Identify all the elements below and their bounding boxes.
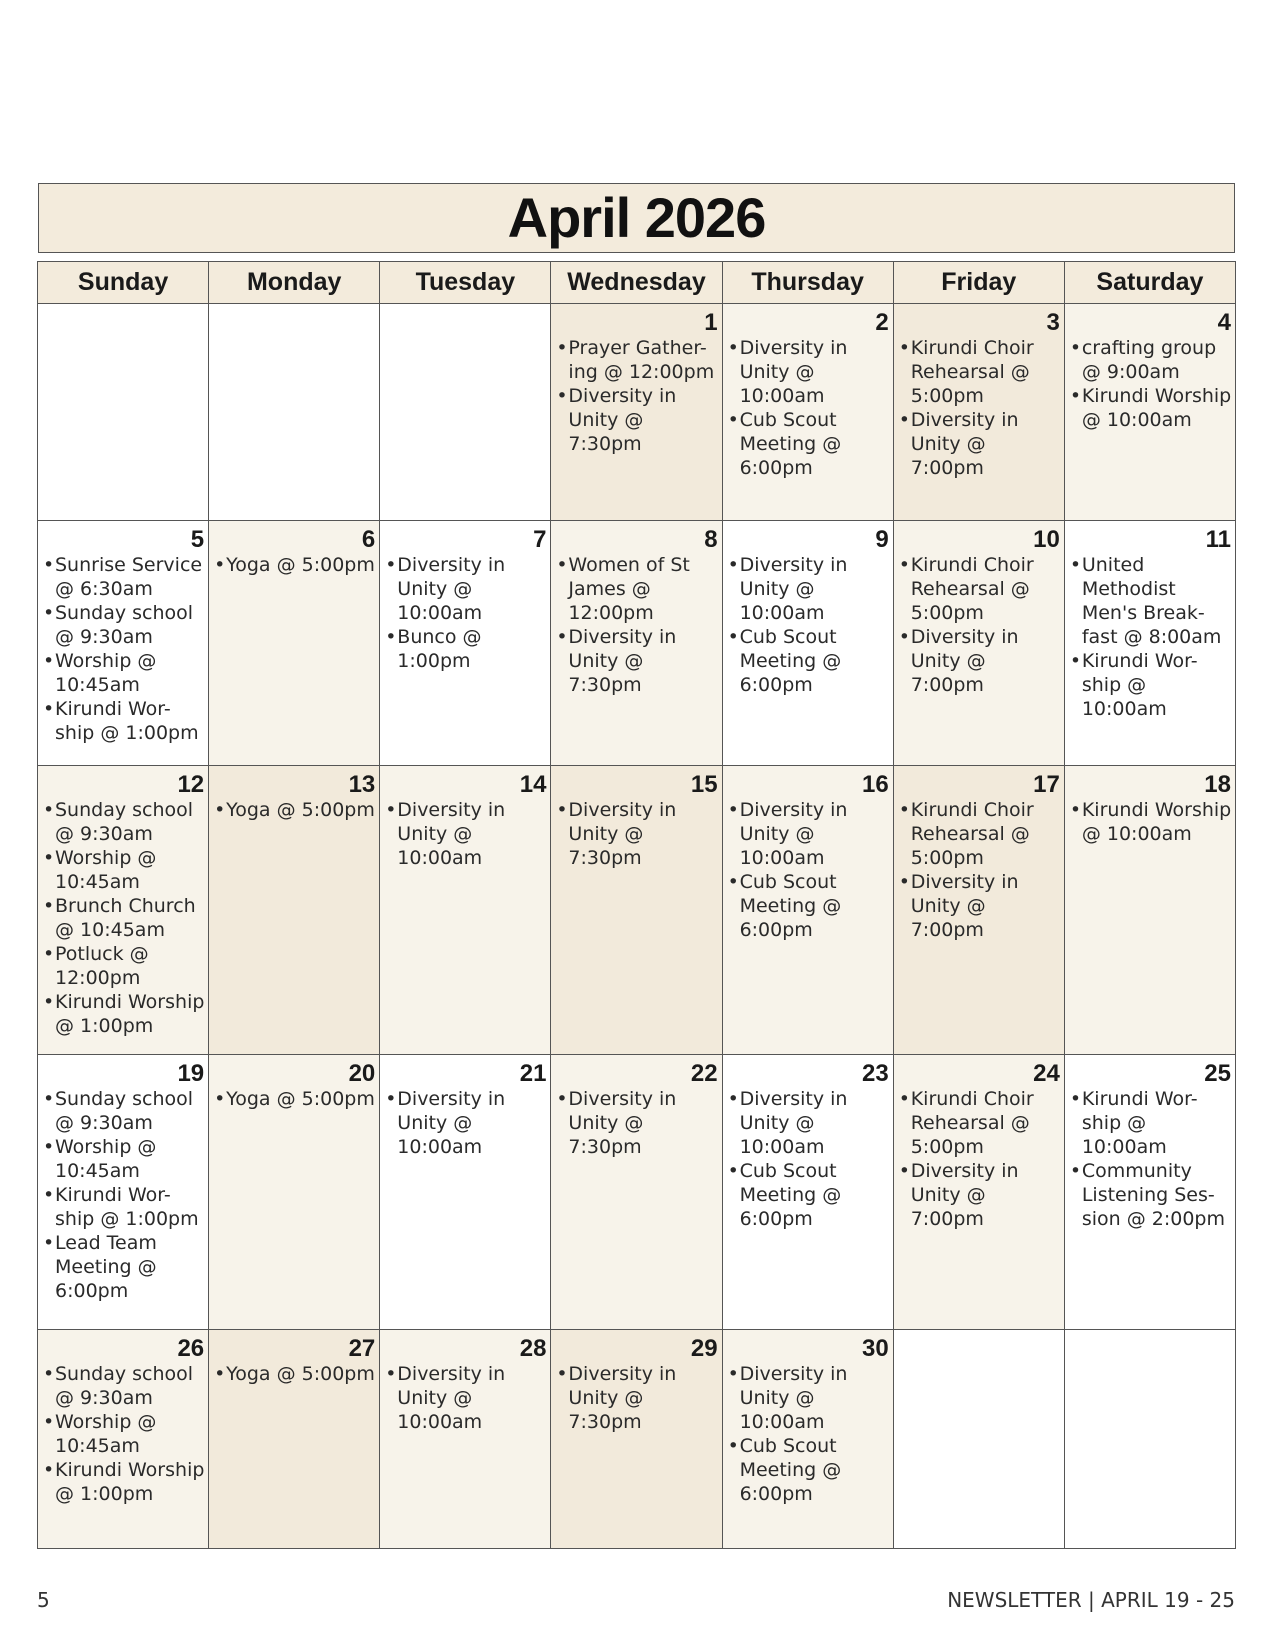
event-list <box>723 797 893 942</box>
day-number: 19 <box>177 1060 205 1087</box>
event-item: • Diversity in Unity @ 10:00am <box>725 336 891 408</box>
publication-label: NEWSLETTER | APRIL 19 - 25 <box>947 1588 1235 1612</box>
day-cell <box>722 766 893 1055</box>
day-number: 10 <box>1033 526 1060 553</box>
weekday-header: Sunday <box>38 262 209 304</box>
event-list <box>894 552 1064 697</box>
day-number: 27 <box>348 1335 376 1362</box>
event-item: • Diversity in Unity @ 10:00am <box>382 553 548 625</box>
event-list <box>38 797 208 1038</box>
event-list <box>551 1361 721 1434</box>
event-item: • Diversity in Unity @ 7:00pm <box>896 625 1062 697</box>
day-number: 25 <box>1204 1060 1231 1087</box>
week-row <box>38 304 1236 521</box>
event-item: • Cub Scout Meeting @ 6:00pm <box>725 408 891 480</box>
event-list <box>38 1086 208 1303</box>
event-list <box>723 1361 893 1506</box>
event-item: • Worship @ 10:45am <box>40 1135 206 1183</box>
day-cell <box>380 766 551 1055</box>
event-item: • Yoga @ 5:00pm <box>211 798 377 822</box>
day-number: 24 <box>1033 1060 1060 1087</box>
day-number: 11 <box>1205 526 1231 553</box>
event-item: • Diversity in Unity @ 7:30pm <box>553 1362 719 1434</box>
event-list <box>1065 1086 1235 1231</box>
day-number: 1 <box>704 309 718 336</box>
event-item: • Diversity in Unity @ 7:00pm <box>896 870 1062 942</box>
event-item: • Prayer Gather-ing @ 12:00pm <box>553 336 719 384</box>
event-list <box>380 1361 550 1434</box>
day-number: 26 <box>177 1335 205 1362</box>
day-cell <box>551 521 722 766</box>
event-item: • Lead Team Meeting @ 6:00pm <box>40 1231 206 1303</box>
event-list <box>1065 552 1235 721</box>
day-number: 23 <box>862 1060 889 1087</box>
event-item: • Diversity in Unity @ 10:00am <box>382 1087 548 1159</box>
event-item: • Community Listening Ses-sion @ 2:00pm <box>1067 1159 1233 1231</box>
day-cell <box>38 766 209 1055</box>
event-list <box>380 552 550 673</box>
weekday-header: Tuesday <box>380 262 551 304</box>
event-item: • Sunday school @ 9:30am <box>40 1087 206 1135</box>
day-number: 3 <box>1046 309 1060 336</box>
weekday-header: Monday <box>209 262 380 304</box>
day-cell <box>38 1330 209 1549</box>
event-list <box>1065 797 1235 846</box>
event-item: • Kirundi Worship @ 1:00pm <box>40 1458 206 1506</box>
event-item: • Cub Scout Meeting @ 6:00pm <box>725 1159 891 1231</box>
day-cell <box>893 521 1064 766</box>
event-item: • Worship @ 10:45am <box>40 1410 206 1458</box>
event-item: • Kirundi Choir Rehearsal @ 5:00pm <box>896 1087 1062 1159</box>
day-number: 18 <box>1204 771 1231 798</box>
event-item: • Sunday school @ 9:30am <box>40 1362 206 1410</box>
weekday-header: Saturday <box>1064 262 1235 304</box>
day-cell <box>209 1055 380 1330</box>
day-number: 9 <box>875 526 889 553</box>
event-item: • Kirundi Wor-ship @ 10:00am <box>1067 1087 1233 1159</box>
event-list <box>380 1086 550 1159</box>
event-list <box>894 335 1064 480</box>
event-item: • Diversity in Unity @ 7:00pm <box>896 408 1062 480</box>
event-item: • Diversity in Unity @ 10:00am <box>382 1362 548 1434</box>
day-number: 7 <box>533 526 547 553</box>
event-item: • Kirundi Worship @ 10:00am <box>1067 384 1233 432</box>
day-number: 17 <box>1033 771 1060 798</box>
weekday-header: Wednesday <box>551 262 722 304</box>
day-number: 12 <box>177 771 205 798</box>
weekday-header: Thursday <box>722 262 893 304</box>
day-number: 2 <box>875 309 889 336</box>
event-item: • crafting group @ 9:00am <box>1067 336 1233 384</box>
event-item: • Diversity in Unity @ 7:00pm <box>896 1159 1062 1231</box>
day-cell <box>380 521 551 766</box>
day-cell <box>551 304 722 521</box>
day-cell <box>209 766 380 1055</box>
calendar-weeks <box>38 304 1236 1549</box>
empty-day-cell <box>1064 1330 1235 1549</box>
event-list <box>723 1086 893 1231</box>
event-item: • Cub Scout Meeting @ 6:00pm <box>725 1434 891 1506</box>
event-item: • Sunday school @ 9:30am <box>40 601 206 649</box>
event-list <box>1065 335 1235 432</box>
event-list <box>209 1086 379 1111</box>
empty-day-cell <box>38 304 209 521</box>
empty-day-cell <box>893 1330 1064 1549</box>
day-number: 14 <box>519 771 547 798</box>
event-item: • Diversity in Unity @ 10:00am <box>382 798 548 870</box>
event-item: • Cub Scout Meeting @ 6:00pm <box>725 625 891 697</box>
event-item: • Diversity in Unity @ 7:30pm <box>553 625 719 697</box>
event-item: • Diversity in Unity @ 7:30pm <box>553 798 719 870</box>
event-item: • Diversity in Unity @ 10:00am <box>725 1362 891 1434</box>
day-cell <box>380 1330 551 1549</box>
event-item: • Kirundi Choir Rehearsal @ 5:00pm <box>896 553 1062 625</box>
event-item: • Kirundi Choir Rehearsal @ 5:00pm <box>896 798 1062 870</box>
day-number: 4 <box>1217 309 1231 336</box>
day-cell <box>551 766 722 1055</box>
event-item: • Yoga @ 5:00pm <box>211 1087 377 1111</box>
event-list <box>38 1361 208 1506</box>
day-cell <box>893 304 1064 521</box>
event-item: • Worship @ 10:45am <box>40 846 206 894</box>
weekday-header-row <box>38 262 1236 304</box>
day-number: 6 <box>361 526 376 553</box>
event-list <box>551 1086 721 1159</box>
event-item: • Kirundi Wor-ship @ 1:00pm <box>40 697 206 745</box>
day-number: 5 <box>190 526 205 553</box>
day-cell <box>380 1055 551 1330</box>
event-item: • Kirundi Choir Rehearsal @ 5:00pm <box>896 336 1062 408</box>
event-list <box>209 1361 379 1386</box>
event-item: • Brunch Church @ 10:45am <box>40 894 206 942</box>
calendar-title: April 2026 <box>507 186 766 249</box>
event-list <box>380 797 550 870</box>
week-row <box>38 521 1236 766</box>
day-number: 22 <box>690 1060 718 1087</box>
event-item: • Diversity in Unity @ 7:30pm <box>553 384 719 456</box>
day-cell <box>722 521 893 766</box>
day-number: 30 <box>862 1335 889 1362</box>
event-list <box>551 335 721 456</box>
week-row <box>38 1055 1236 1330</box>
event-item: • Kirundi Worship @ 1:00pm <box>40 990 206 1038</box>
day-cell <box>893 766 1064 1055</box>
event-item: • Worship @ 10:45am <box>40 649 206 697</box>
event-item: • Potluck @ 12:00pm <box>40 942 206 990</box>
day-cell <box>551 1330 722 1549</box>
day-cell <box>722 1330 893 1549</box>
day-cell <box>38 521 209 766</box>
event-list <box>894 1086 1064 1231</box>
day-number: 29 <box>690 1335 718 1362</box>
weekday-header: Friday <box>893 262 1064 304</box>
event-item: • Diversity in Unity @ 7:30pm <box>553 1087 719 1159</box>
event-item: • Kirundi Worship @ 10:00am <box>1067 798 1233 846</box>
event-item: • Women of St James @ 12:00pm <box>553 553 719 625</box>
day-cell <box>1064 521 1235 766</box>
event-item: • Diversity in Unity @ 10:00am <box>725 553 891 625</box>
event-item: • Kirundi Wor-ship @ 1:00pm <box>40 1183 206 1231</box>
day-number: 13 <box>348 771 376 798</box>
event-item: • Sunrise Service @ 6:30am <box>40 553 206 601</box>
day-cell <box>1064 304 1235 521</box>
event-list <box>209 797 379 822</box>
day-cell <box>1064 766 1235 1055</box>
page-number: 5 <box>37 1588 50 1612</box>
event-item: • Cub Scout Meeting @ 6:00pm <box>725 870 891 942</box>
day-cell <box>551 1055 722 1330</box>
day-cell <box>722 304 893 521</box>
event-list <box>38 552 208 745</box>
day-cell <box>722 1055 893 1330</box>
day-cell <box>38 1055 209 1330</box>
event-list <box>551 552 721 697</box>
event-item: • Diversity in Unity @ 10:00am <box>725 798 891 870</box>
event-item: • Diversity in Unity @ 10:00am <box>725 1087 891 1159</box>
event-list <box>723 552 893 697</box>
empty-day-cell <box>380 304 551 521</box>
empty-day-cell <box>209 304 380 521</box>
event-item: • Yoga @ 5:00pm <box>211 553 377 577</box>
week-row <box>38 1330 1236 1549</box>
event-list <box>894 797 1064 942</box>
day-cell <box>893 1055 1064 1330</box>
event-item: • Sunday school @ 9:30am <box>40 798 206 846</box>
day-number: 21 <box>519 1060 547 1087</box>
event-item: • Kirundi Wor-ship @ 10:00am <box>1067 649 1233 721</box>
calendar-title-box <box>38 183 1235 253</box>
day-number: 20 <box>348 1060 376 1087</box>
day-number: 15 <box>690 771 718 798</box>
day-number: 8 <box>704 526 718 553</box>
day-cell <box>209 521 380 766</box>
event-list <box>209 552 379 577</box>
event-item: • Bunco @ 1:00pm <box>382 625 548 673</box>
calendar-grid <box>37 261 1236 1549</box>
week-row <box>38 766 1236 1055</box>
day-number: 28 <box>519 1335 547 1362</box>
event-item: • United Methodist Men's Break-fast @ 8:00am <box>1067 553 1233 649</box>
day-cell <box>209 1330 380 1549</box>
event-list <box>723 335 893 480</box>
day-cell <box>1064 1055 1235 1330</box>
day-number: 16 <box>862 771 889 798</box>
event-list <box>551 797 721 870</box>
event-item: • Yoga @ 5:00pm <box>211 1362 377 1386</box>
